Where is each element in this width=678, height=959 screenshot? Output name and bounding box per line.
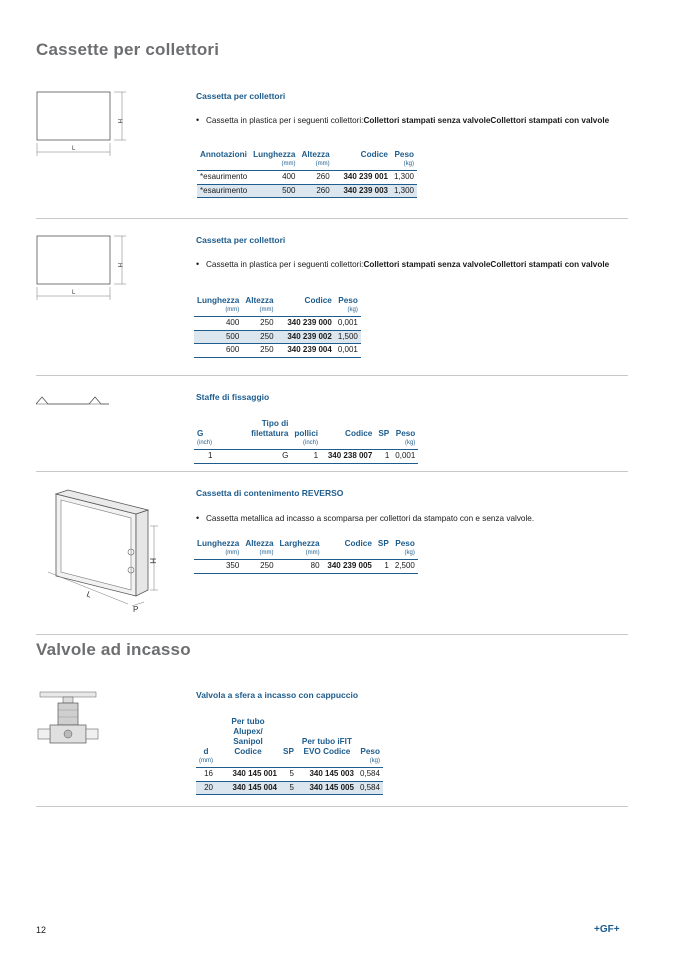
product-title-1: Cassetta per collettori xyxy=(196,91,286,101)
product-desc-4: • Cassetta metallica ad incasso a scomparsa per collettori da stampato con e senza valvole. xyxy=(196,513,535,523)
dim-l-label: L xyxy=(72,146,76,152)
col-header: Tipo di filettatura xyxy=(251,419,289,438)
divider xyxy=(36,634,628,635)
table-row: 500 250 340 239 002 1,500 xyxy=(194,330,361,344)
dim-l-label: L xyxy=(72,290,76,296)
col-header: SP xyxy=(283,747,294,756)
staffe-drawing xyxy=(34,386,114,410)
col-header: Altezza xyxy=(301,150,330,159)
reverso-drawing xyxy=(36,486,166,616)
spec-table-1: Annotazioni Lunghezza Altezza Codice Peso (mm) (mm) (kg) *esaurimento 400 260 340 239 001 1,300 *esaurimento 500 260 340 239 003 1,300 xyxy=(197,150,417,198)
col-header: pollici xyxy=(294,429,319,438)
valvola-drawing xyxy=(36,686,106,758)
page-number: 12 xyxy=(36,925,47,935)
divider xyxy=(36,218,628,219)
col-header: Per tubo Alupex/ Sanipol Codice xyxy=(231,717,265,756)
col-header: Lunghezza xyxy=(253,150,296,159)
table-row: 600 250 340 239 004 0,001 xyxy=(194,344,361,358)
product-desc-2: • Cassetta in plastica per i seguenti collettori:Collettori stampati senza valvoleCollettori stampati con valvole xyxy=(196,259,610,269)
table-row: 16 340 145 001 5 340 145 003 0,584 xyxy=(196,768,383,782)
col-header: Annotazioni xyxy=(200,150,247,159)
product-title-3: Staffe di fissaggio xyxy=(196,392,270,402)
product-desc-1: • Cassetta in plastica per i seguenti collettori:Collettori stampati senza valvoleCollettori stampati con valvole xyxy=(196,115,610,125)
col-header: Peso xyxy=(395,429,416,438)
col-header: Lunghezza xyxy=(197,296,240,305)
col-header: Peso xyxy=(338,296,358,305)
col-header: Codice xyxy=(345,429,373,438)
table-row: 400 250 340 239 000 0,001 xyxy=(194,317,361,331)
col-header: Lunghezza xyxy=(197,539,240,548)
product-title-5: Valvola a sfera a incasso con cappuccio xyxy=(196,690,359,700)
table-row: 20 340 145 004 5 340 145 005 0,584 xyxy=(196,781,383,795)
spec-table-2: Lunghezza Altezza Codice Peso (mm) (mm) (kg) 400 250 340 239 000 0,001 500 250 340 239 002 1,500 600 250 340 239 004 0,001 xyxy=(194,296,361,358)
dim-h-label: H xyxy=(116,119,122,124)
col-header: Codice xyxy=(344,539,372,548)
bullet-icon: • xyxy=(196,259,200,269)
col-header: Altezza xyxy=(245,296,274,305)
dim-l-label: L xyxy=(85,589,93,600)
divider xyxy=(36,375,628,376)
spec-table-4: Lunghezza Altezza Larghezza Codice SP Peso (mm) (mm) (mm) (kg) 350 250 80 340 239 005 1 2,500 xyxy=(194,539,418,574)
col-header: Peso xyxy=(394,150,415,159)
product-title-2: Cassetta per collettori xyxy=(196,235,286,245)
table-row: *esaurimento 400 260 340 239 001 1,300 xyxy=(197,171,417,185)
bullet-icon: • xyxy=(196,115,200,125)
divider xyxy=(36,471,628,472)
spec-table-3: G Tipo di filettatura pollici Codice SP Peso (inch) (inch) (kg) 1 G 1 340 238 007 1 0,001 xyxy=(194,419,418,464)
col-header: G xyxy=(197,429,204,438)
dim-h-label: H xyxy=(148,558,157,564)
col-header: Peso xyxy=(360,747,380,756)
product-title-4: Cassetta di contenimento REVERSO xyxy=(196,488,344,498)
col-header: Codice xyxy=(360,150,388,159)
col-header: Larghezza xyxy=(279,539,320,548)
col-header: SP xyxy=(377,539,389,548)
table-row: 1 G 1 340 238 007 1 0,001 xyxy=(194,450,418,464)
col-header: Codice xyxy=(304,296,332,305)
col-header: SP xyxy=(378,429,390,438)
section-title-cassette: Cassette per collettori xyxy=(36,40,220,59)
cassetta-drawing-1 xyxy=(34,88,130,158)
table-row: *esaurimento 500 260 340 239 003 1,300 xyxy=(197,184,417,198)
cassetta-drawing-2 xyxy=(34,232,130,302)
section-title-valvole: Valvole ad incasso xyxy=(36,640,191,659)
col-header: Peso xyxy=(395,539,415,548)
bullet-icon: • xyxy=(196,513,200,523)
col-header: Per tubo iFIT EVO Codice xyxy=(301,737,352,756)
dim-h-label: H xyxy=(116,263,122,268)
divider xyxy=(36,806,628,807)
brand-logo: +GF+ xyxy=(594,924,620,935)
col-header: d xyxy=(203,747,209,756)
col-header: Altezza xyxy=(245,539,274,548)
dim-p-label: P xyxy=(133,605,139,614)
spec-table-5: d Per tubo Alupex/ Sanipol Codice SP Per tubo iFIT EVO Codice Peso (mm) (kg) 16 340 145 001 5 340 145 003 0,584 20 340 145 004 5 340 145 005 0,584 xyxy=(196,717,383,795)
table-row: 350 250 80 340 239 005 1 2,500 xyxy=(194,560,418,574)
